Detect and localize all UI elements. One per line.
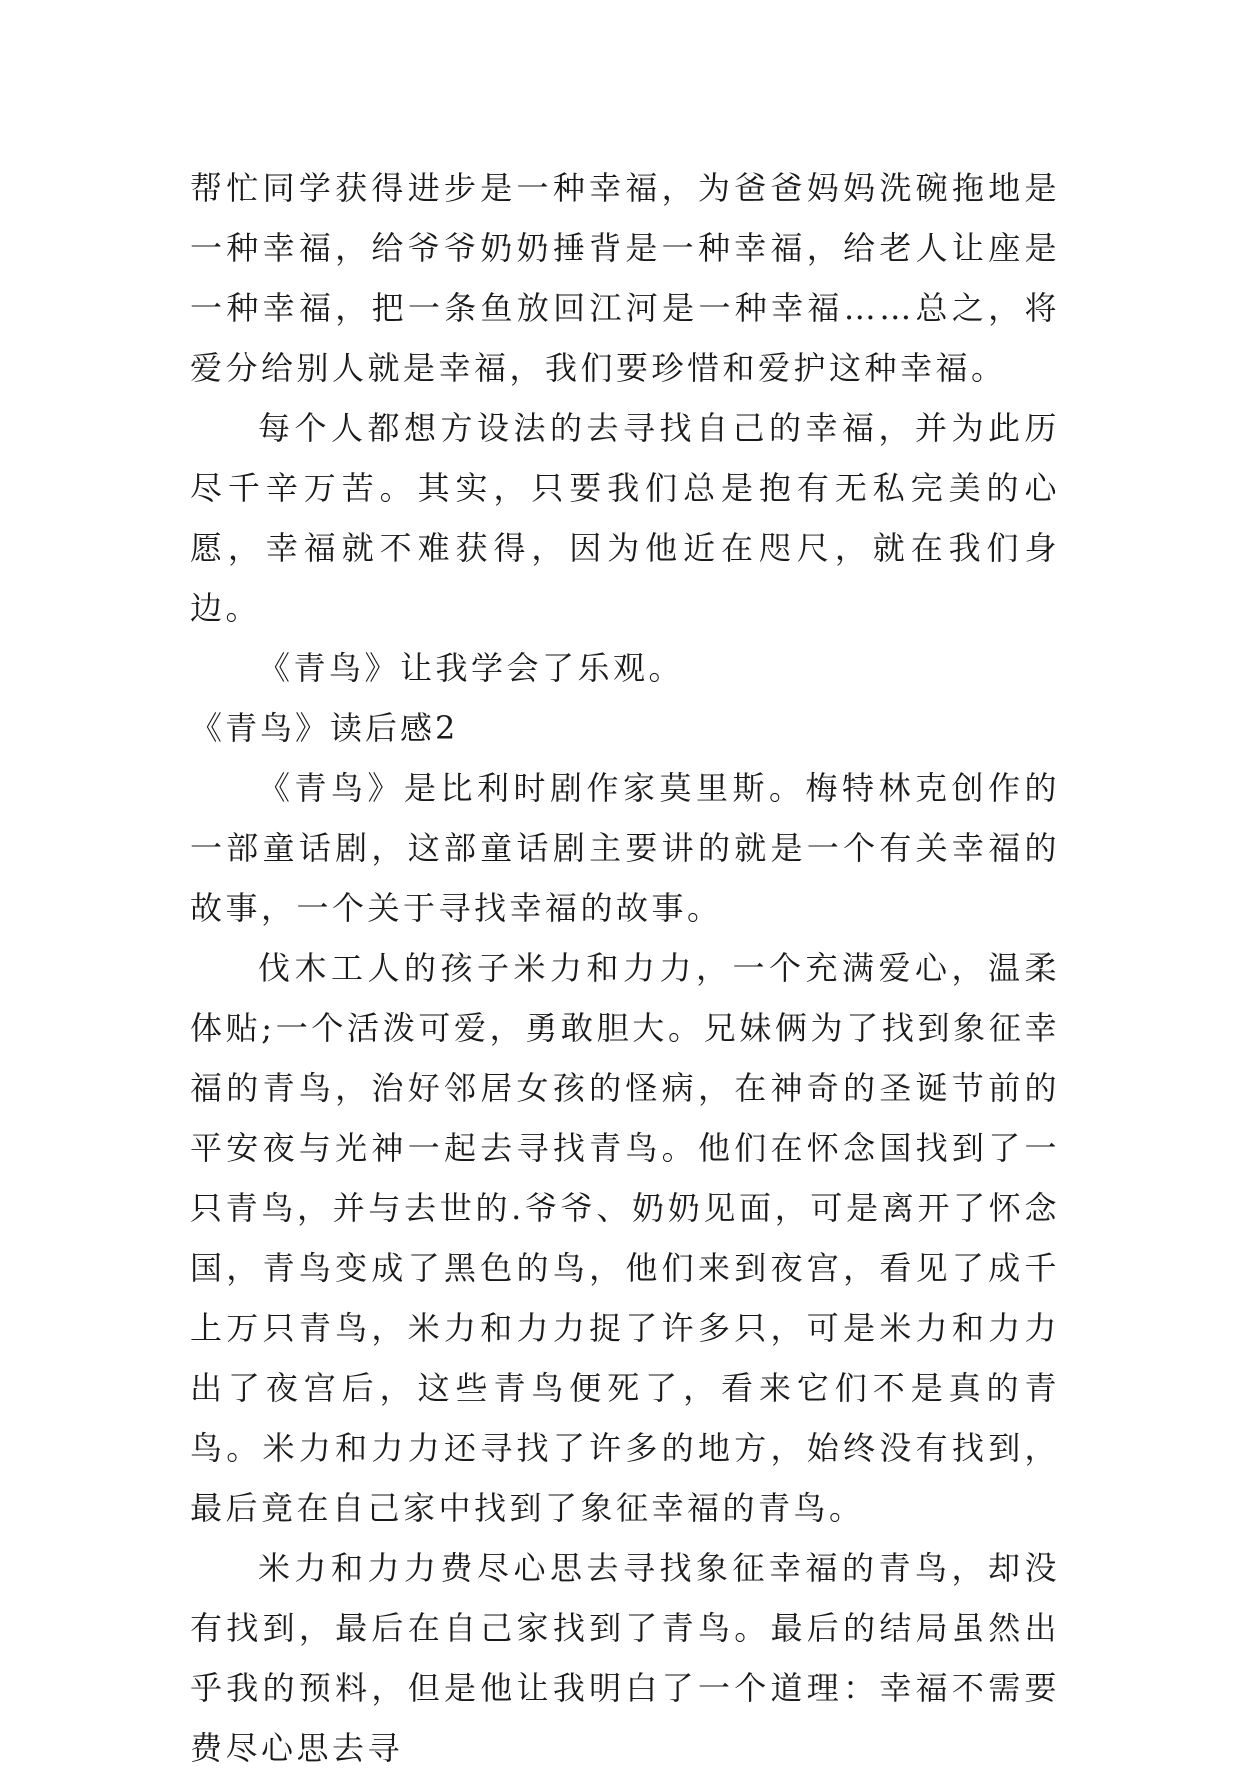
paragraph-play-intro: 《青鸟》是比利时剧作家莫里斯。梅特林克创作的一部童话剧，这部童话剧主要讲的就是一个有关幸福的故事，一个关于寻找幸福的故事。 — [190, 769, 1060, 927]
paragraph-reflection: 米力和力力费尽心思去寻找象征幸福的青鸟，却没有找到，最后在自己家找到了青鸟。最后的结局虽然出乎我的预料，但是他让我明白了一个道理：幸福不需要费尽心思去寻 — [190, 1549, 1060, 1767]
paragraph-seeking-happiness: 每个人都想方设法的去寻找自己的幸福，并为此历尽千辛万苦。其实，只要我们总是抱有无私完美的心愿，幸福就不难获得，因为他近在咫尺，就在我们身边。 — [190, 409, 1060, 627]
document-body — [190, 158, 1060, 1778]
paragraph-story-summary: 伐木工人的孩子米力和力力，一个充满爱心，温柔体贴;一个活泼可爱，勇敢胆大。兄妹俩为了找到象征幸福的青鸟，治好邻居女孩的怪病，在神奇的圣诞节前的平安夜与光神一起去寻找青鸟。他们在怀念国找到了一只青鸟，并与去世的.爷爷、奶奶见面，可是离开了怀念国，青鸟变成了黑色的鸟，他们来到夜宫，看见了成千上万只青鸟，米力和力力捉了许多只，可是米力和力力出了夜宫后，这些青鸟便死了，看来它们不是真的青鸟。米力和力力还寻找了许多的地方，始终没有找到，最后竟在自己家中找到了象征幸福的青鸟。 — [190, 949, 1060, 1527]
paragraph-happiness-examples: 帮忙同学获得进步是一种幸福，为爸爸妈妈洗碗拖地是一种幸福，给爷爷奶奶捶背是一种幸福，给老人让座是一种幸福，把一条鱼放回江河是一种幸福……总之，将爱分给别人就是幸福，我们要珍惜和爱护这种幸福。 — [190, 169, 1060, 387]
section-heading: 《青鸟》读后感2 — [190, 709, 459, 747]
paragraph-optimism: 《青鸟》让我学会了乐观。 — [258, 649, 685, 687]
